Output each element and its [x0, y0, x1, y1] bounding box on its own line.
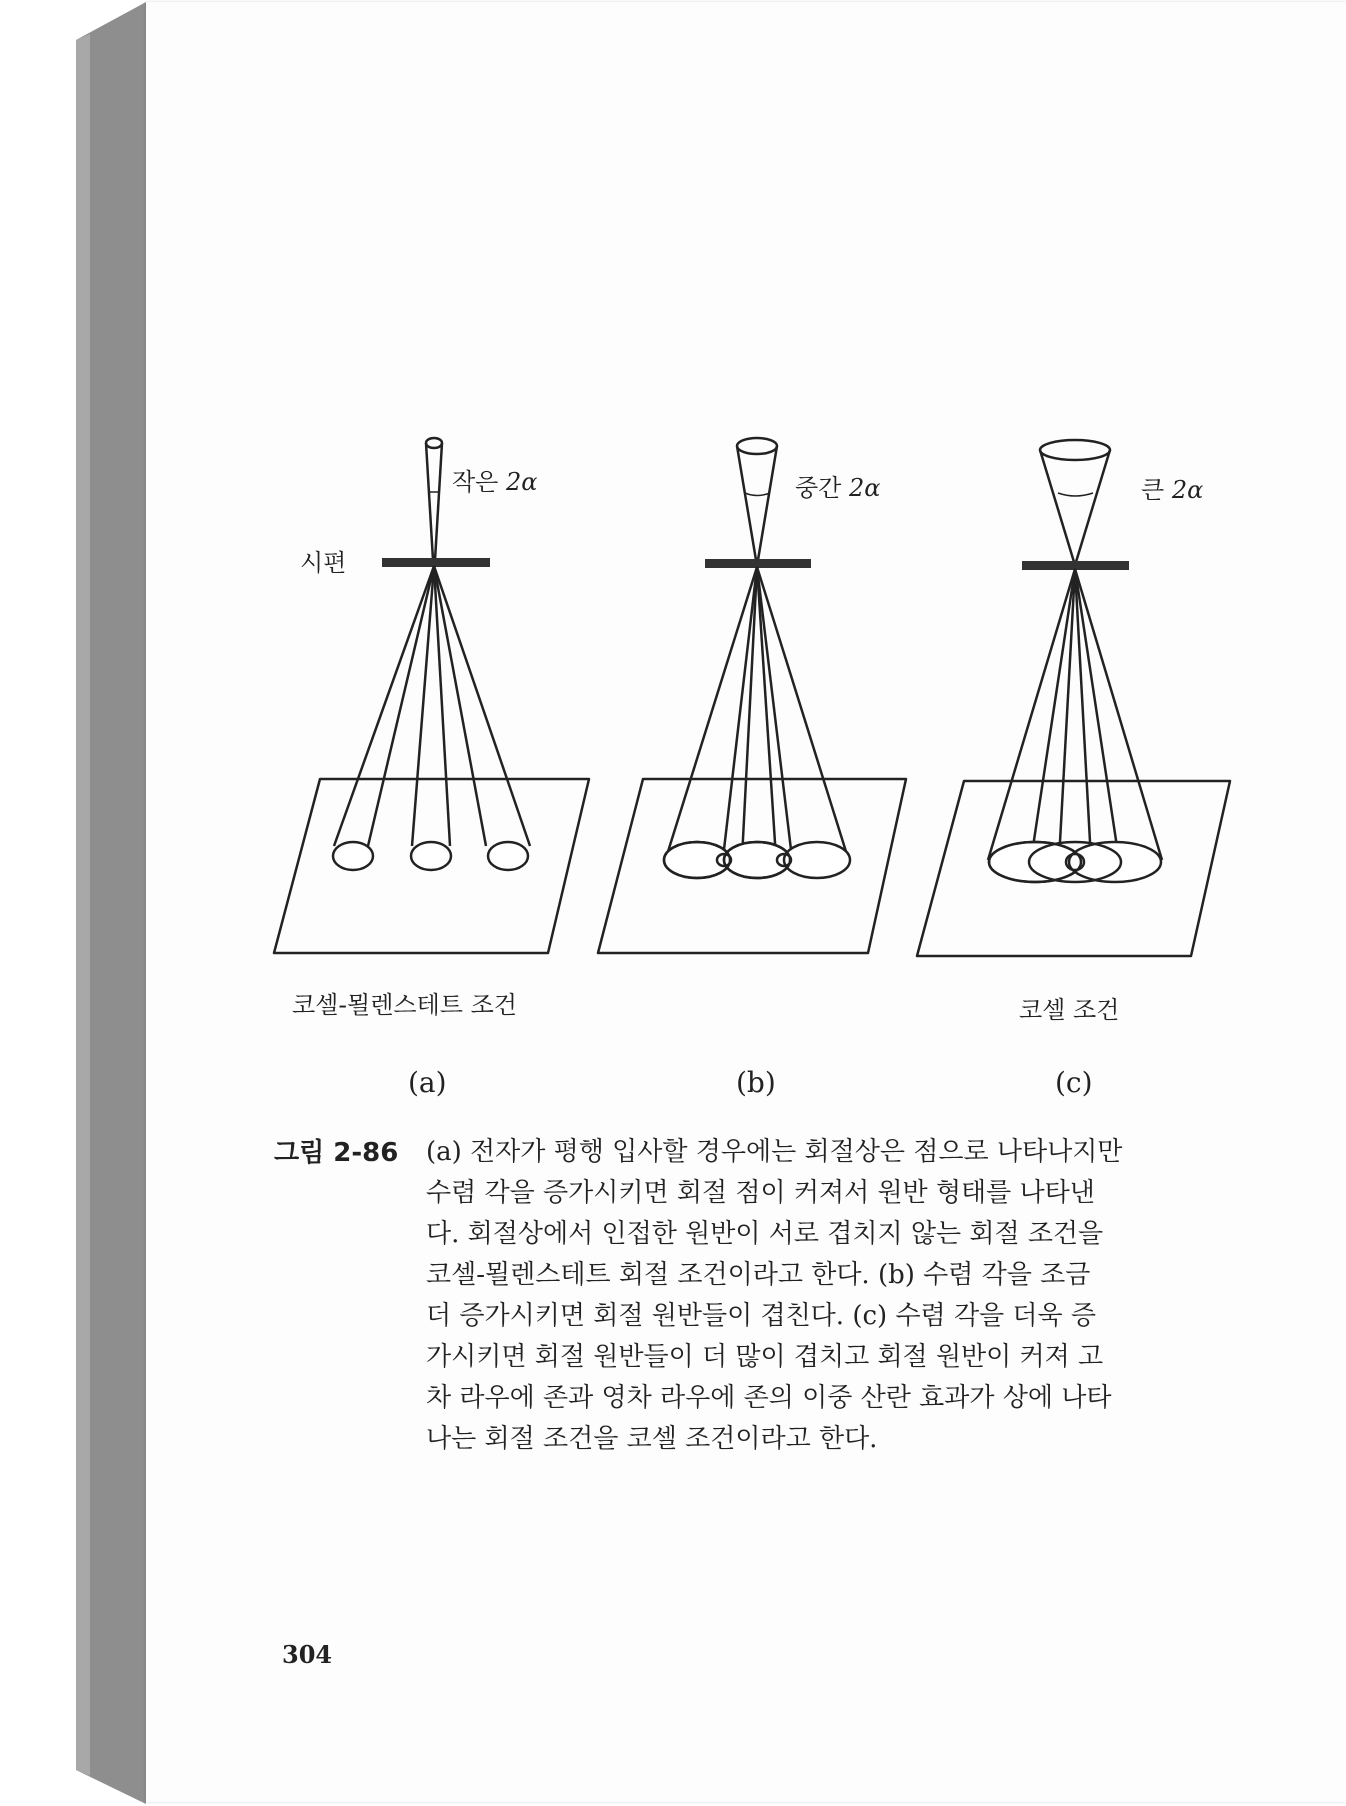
page-number: 304 — [282, 1640, 333, 1669]
panel-c-alpha: 2α — [1171, 476, 1204, 504]
caption-label: 그림 2-86 — [274, 1138, 399, 1168]
caption-body — [426, 1132, 1204, 1460]
panel-a-letter: (a) — [408, 1066, 447, 1099]
panel-c-condition-label: 코셀 조건 — [1019, 996, 1120, 1024]
panel-b-top-label — [795, 468, 880, 503]
panel-a-diagram — [274, 438, 589, 953]
panel-a-top-label — [452, 462, 537, 497]
caption-line: 가시키면 회절 원반들이 더 많이 겹치고 회절 원반이 커져 고 — [426, 1342, 1104, 1372]
caption-line: (a) 전자가 평행 입사할 경우에는 회절상은 점으로 나타나지만 — [426, 1137, 1123, 1167]
caption-line: 다. 회절상에서 인접한 원반이 서로 겹치지 않는 회절 조건을 — [426, 1219, 1104, 1249]
panel-c-diagram — [917, 440, 1230, 956]
panel-c-size-word: 큰 — [1141, 476, 1172, 504]
panel-a-alpha: 2α — [506, 468, 538, 496]
caption-line: 수렴 각을 증가시키면 회절 점이 커져서 원반 형태를 나타낸 — [426, 1178, 1095, 1208]
specimen-a — [382, 558, 490, 567]
specimen-b — [705, 559, 811, 568]
caption-line: 코셀-묄렌스테트 회절 조건이라고 한다. (b) 수렴 각을 조금 — [426, 1260, 1091, 1290]
panel-a-condition-label: 코셀-묄렌스테트 조건 — [292, 991, 517, 1019]
caption-line: 차 라우에 존과 영차 라우에 존의 이중 산란 효과가 상에 나타 — [426, 1383, 1112, 1413]
caption-line: 더 증가시키면 회절 원반들이 겹친다. (c) 수렴 각을 더욱 증 — [426, 1301, 1097, 1331]
specimen-label: 시편 — [300, 549, 347, 577]
caption-line: 나는 회절 조건을 코셀 조건이라고 한다. — [426, 1424, 878, 1454]
panel-c-top-label — [1141, 470, 1203, 505]
specimen-c — [1022, 561, 1129, 570]
panel-b-diagram — [598, 438, 906, 953]
panel-a-size-word: 작은 — [452, 468, 506, 496]
panel-b-letter: (b) — [736, 1066, 776, 1099]
panel-b-alpha: 2α — [849, 474, 881, 502]
panel-c-letter: (c) — [1055, 1066, 1093, 1099]
panel-b-size-word: 중간 — [795, 474, 849, 502]
